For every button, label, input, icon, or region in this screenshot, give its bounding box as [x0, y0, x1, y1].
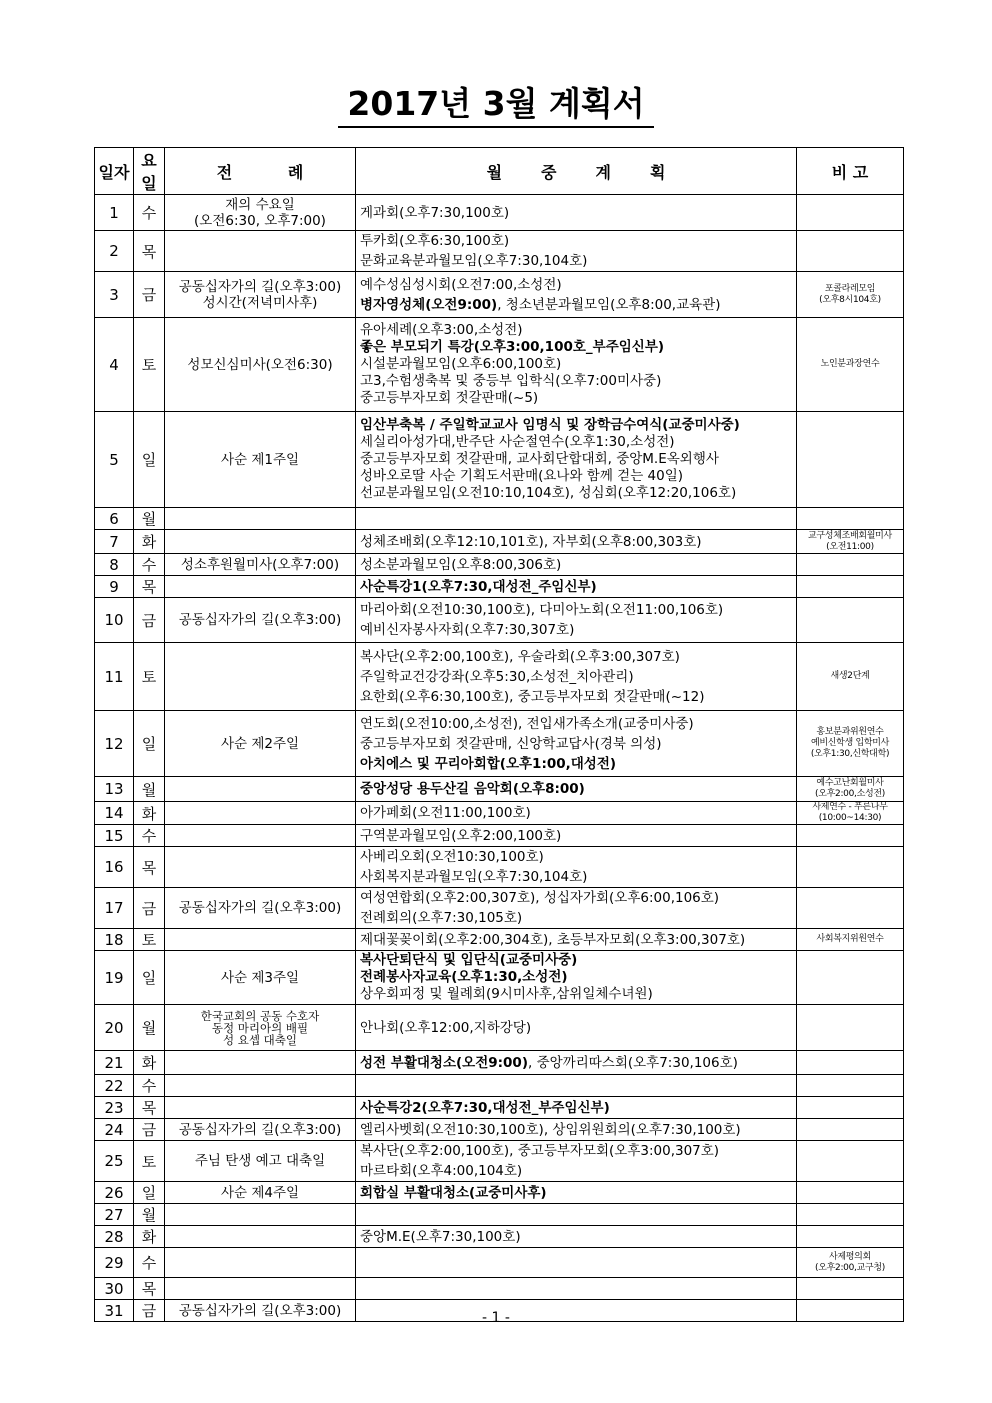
liturgy-cell: 공동십자가의 길(오후3:00) — [165, 1300, 356, 1322]
table-row — [95, 1204, 904, 1226]
plan-cell — [356, 1075, 797, 1097]
table-row — [95, 530, 904, 554]
date-cell: 23 — [95, 1097, 134, 1119]
table-row — [95, 554, 904, 576]
liturgy-cell: 공동십자가의 길(오후3:00) — [165, 888, 356, 929]
plan-cell — [356, 888, 797, 929]
plan-line: 사순특강1(오후7:30,대성전_주임신부) — [360, 578, 597, 595]
table-row — [95, 847, 904, 888]
table-row — [95, 576, 904, 598]
plan-line: 사회복지분과월모임(오후7:30,104호) — [360, 869, 588, 885]
day-cell: 수 — [134, 825, 165, 847]
liturgy-cell — [165, 530, 356, 554]
table-row — [95, 1141, 904, 1182]
day-cell: 일 — [134, 1182, 165, 1204]
plan-cell — [356, 318, 797, 412]
table-row — [95, 929, 904, 951]
page-title: 2017년 3월 계획서 — [347, 84, 645, 123]
plan-cell — [356, 272, 797, 318]
liturgy-cell: 한국교회의 공동 수호자 동정 마리아의 배필 성 요셉 대축일 — [165, 1005, 356, 1051]
table-row — [95, 1226, 904, 1248]
table-row — [95, 231, 904, 272]
table-row — [95, 272, 904, 318]
plan-cell — [356, 951, 797, 1005]
liturgy-cell — [165, 1097, 356, 1119]
day-cell: 수 — [134, 195, 165, 231]
plan-line: 게과회(오후7:30,100호) — [360, 204, 510, 221]
liturgy-cell: 사순 제3주일 — [165, 951, 356, 1005]
plan-line: 구역분과월모임(오후2:00,100호) — [360, 827, 562, 844]
plan-line: 연도회(오전10:00,소성전), 전입새가족소개(교중미사중) — [360, 715, 694, 732]
page-number: - 1 - — [482, 1310, 510, 1326]
note-cell — [797, 508, 904, 530]
liturgy-cell — [165, 1051, 356, 1075]
date-cell: 6 — [95, 508, 134, 530]
date-cell: 1 — [95, 195, 134, 231]
plan-line: 임산부축복 / 주일학교교사 임명식 및 장학금수여식(교중미사중) — [360, 417, 740, 433]
note-cell — [797, 195, 904, 231]
note-cell: 사제평의회 (오후2:00,교구청) — [797, 1248, 904, 1278]
plan-line: 중고등부자모회 젓갈판매(~5) — [360, 390, 539, 406]
date-cell: 16 — [95, 847, 134, 888]
note-cell — [797, 951, 904, 1005]
table-row — [95, 711, 904, 777]
plan-line: 전례회의(오후7:30,105호) — [360, 910, 523, 926]
table-row — [95, 1097, 904, 1119]
plan-line: 엘리사벳회(오전10:30,100호), 상임위원회의(오후7:30,100호) — [360, 1121, 741, 1138]
plan-line: 시설분과월모임(오후6:00,100호) — [360, 356, 562, 372]
plan-line: 복사단(오후2:00,100호), 중고등부자모회(오후3:00,307호) — [360, 1143, 720, 1159]
liturgy-cell — [165, 847, 356, 888]
liturgy-cell — [165, 643, 356, 711]
note-cell — [797, 554, 904, 576]
plan-cell — [356, 508, 797, 530]
plan-line: 세실리아성가대,반주단 사순절연수(오후1:30,소성전) — [360, 434, 675, 450]
plan-cell — [356, 598, 797, 643]
table-row — [95, 802, 904, 825]
plan-line: 선교분과월모임(오전10:10,104호), 성심회(오후12:20,106호) — [360, 485, 737, 501]
plan-line: 중고등부자모회 젓갈판매, 신앙학교답사(경북 의성) — [360, 735, 662, 752]
date-cell: 9 — [95, 576, 134, 598]
header-row — [95, 148, 904, 195]
date-cell: 4 — [95, 318, 134, 412]
plan-cell — [356, 412, 797, 508]
plan-cell — [356, 1204, 797, 1226]
plan-cell — [356, 1119, 797, 1141]
date-cell: 24 — [95, 1119, 134, 1141]
plan-cell — [356, 711, 797, 777]
plan-cell — [356, 576, 797, 598]
day-cell: 일 — [134, 711, 165, 777]
plan-line: 중앙M.E(오후7:30,100호) — [360, 1228, 521, 1245]
plan-line: 전례봉사자교육(오후1:30,소성전) — [360, 969, 568, 985]
plan-line: 성체조배회(오후12:10,101호), 자부회(오후8:00,303호) — [360, 533, 702, 550]
plan-line: 복사단퇴단식 및 입단식(교중미사중) — [360, 952, 578, 968]
plan-line: 성소분과월모임(오후8:00,306호) — [360, 556, 562, 573]
day-cell: 월 — [134, 1005, 165, 1051]
day-cell: 화 — [134, 530, 165, 554]
plan-line: 사순특강2(오후7:30,대성전_부주임신부) — [360, 1099, 610, 1116]
plan-cell — [356, 1182, 797, 1204]
plan-cell — [356, 1141, 797, 1182]
liturgy-cell: 재의 수요일 (오전6:30, 오후7:00) — [165, 195, 356, 231]
date-cell: 21 — [95, 1051, 134, 1075]
day-cell: 토 — [134, 643, 165, 711]
plan-cell — [356, 1051, 797, 1075]
plan-line: 주일학교건강강좌(오후5:30,소성전_치아관리) — [360, 668, 634, 685]
plan-line: 안나회(오후12:00,지하강당) — [360, 1019, 532, 1036]
date-cell: 27 — [95, 1204, 134, 1226]
plan-line: 예수성심성시회(오전7:00,소성전) — [360, 276, 562, 293]
plan-cell — [356, 195, 797, 231]
date-cell: 29 — [95, 1248, 134, 1278]
date-cell: 2 — [95, 231, 134, 272]
liturgy-cell — [165, 576, 356, 598]
note-cell — [797, 825, 904, 847]
table-row — [95, 825, 904, 847]
note-cell — [797, 1226, 904, 1248]
table-row — [95, 412, 904, 508]
note-cell — [797, 1182, 904, 1204]
plan-cell — [356, 231, 797, 272]
day-cell: 월 — [134, 777, 165, 802]
plan-line: 마르타회(오후4:00,104호) — [360, 1163, 523, 1179]
date-cell: 10 — [95, 598, 134, 643]
plan-cell — [356, 847, 797, 888]
plan-line: 문화교육분과월모임(오후7:30,104호) — [360, 253, 588, 269]
date-cell: 11 — [95, 643, 134, 711]
note-cell — [797, 1141, 904, 1182]
plan-cell — [356, 554, 797, 576]
date-cell: 17 — [95, 888, 134, 929]
plan-line: 아가페회(오전11:00,100호) — [360, 805, 531, 821]
date-cell: 12 — [95, 711, 134, 777]
note-cell: 사제연수 - 푸른나무 (10:00~14:30) — [797, 802, 904, 825]
date-cell: 26 — [95, 1182, 134, 1204]
liturgy-cell — [165, 1278, 356, 1300]
table-row — [95, 1278, 904, 1300]
note-cell: 노인분과장연수 — [797, 318, 904, 412]
date-cell: 8 — [95, 554, 134, 576]
plan-line: 중고등부자모회 젓갈판매, 교사회단합대회, 중앙M.E옥외행사 — [360, 451, 719, 467]
note-cell — [797, 598, 904, 643]
plan-line: 투카회(오후6:30,100호) — [360, 233, 510, 249]
header-day: 요일 — [134, 148, 165, 195]
plan-cell — [356, 643, 797, 711]
note-cell: 교구성체조배회월미사 (오전11:00) — [797, 530, 904, 554]
note-cell — [797, 412, 904, 508]
liturgy-cell: 공동십자가의 길(오후3:00) 성시간(저녁미사후) — [165, 272, 356, 318]
note-cell: 사회복지위원연수 — [797, 929, 904, 951]
plan-line: 중앙성당 용두산길 음악회(오후8:00) — [360, 781, 585, 797]
date-cell: 25 — [95, 1141, 134, 1182]
date-cell: 30 — [95, 1278, 134, 1300]
day-cell: 월 — [134, 1204, 165, 1226]
plan-line: 병자영성체(오전9:00), 청소년분과월모임(오후8:00,교육관) — [360, 296, 721, 313]
plan-cell — [356, 1278, 797, 1300]
plan-line: 상우회피정 및 월례회(9시미사후,삼위일체수녀원) — [360, 986, 653, 1002]
plan-line: 복사단(오후2:00,100호), 우술라회(오후3:00,307호) — [360, 648, 680, 665]
date-cell: 28 — [95, 1226, 134, 1248]
day-cell: 목 — [134, 1278, 165, 1300]
plan-line: 예비신자봉사자회(오후7:30,307호) — [360, 622, 575, 638]
liturgy-cell — [165, 777, 356, 802]
liturgy-cell — [165, 1075, 356, 1097]
table-row — [95, 1248, 904, 1278]
day-cell: 목 — [134, 1097, 165, 1119]
liturgy-cell — [165, 929, 356, 951]
plan-cell — [356, 1005, 797, 1051]
date-cell: 22 — [95, 1075, 134, 1097]
liturgy-cell: 사순 제1주일 — [165, 412, 356, 508]
header-plan: 월 중 계 획 — [356, 148, 797, 195]
liturgy-cell — [165, 825, 356, 847]
plan-line: 사베리오회(오전10:30,100호) — [360, 849, 544, 865]
liturgy-cell: 성모신심미사(오전6:30) — [165, 318, 356, 412]
liturgy-cell: 사순 제4주일 — [165, 1182, 356, 1204]
note-cell — [797, 1097, 904, 1119]
liturgy-cell: 성소후원월미사(오후7:00) — [165, 554, 356, 576]
liturgy-cell: 주님 탄생 예고 대축일 — [165, 1141, 356, 1182]
day-cell: 금 — [134, 272, 165, 318]
plan-line: 여성연합회(오후2:00,307호), 성십자가회(오후6:00,106호) — [360, 890, 720, 906]
note-cell — [797, 1075, 904, 1097]
note-cell: 포콜라레모임 (오후8시104호) — [797, 272, 904, 318]
day-cell: 월 — [134, 508, 165, 530]
date-cell: 15 — [95, 825, 134, 847]
plan-line: 좋은 부모되기 특강(오후3:00,100호_부주임신부) — [360, 339, 665, 355]
note-cell: 예수고난회월미사 (오후2:00,소성전) — [797, 777, 904, 802]
date-cell: 18 — [95, 929, 134, 951]
liturgy-cell — [165, 1226, 356, 1248]
plan-cell — [356, 1248, 797, 1278]
day-cell: 금 — [134, 888, 165, 929]
note-cell — [797, 576, 904, 598]
plan-cell — [356, 802, 797, 825]
day-cell: 일 — [134, 412, 165, 508]
note-cell — [797, 1051, 904, 1075]
table-row — [95, 195, 904, 231]
date-cell: 3 — [95, 272, 134, 318]
liturgy-cell — [165, 1204, 356, 1226]
note-cell — [797, 847, 904, 888]
header-date: 일자 — [95, 148, 134, 195]
table-row — [95, 777, 904, 802]
plan-line: 고3,수험생축복 및 중등부 입학식(오후7:00미사중) — [360, 373, 662, 389]
note-cell — [797, 1119, 904, 1141]
plan-cell — [356, 530, 797, 554]
note-cell — [797, 231, 904, 272]
day-cell: 수 — [134, 1075, 165, 1097]
date-cell: 5 — [95, 412, 134, 508]
liturgy-cell — [165, 802, 356, 825]
plan-line: 유아세례(오후3:00,소성전) — [360, 322, 523, 338]
table-row — [95, 888, 904, 929]
plan-cell — [356, 777, 797, 802]
note-cell — [797, 1278, 904, 1300]
plan-line: 성전 부활대청소(오전9:00), 중앙까리따스회(오후7:30,106호) — [360, 1054, 738, 1071]
date-cell: 19 — [95, 951, 134, 1005]
day-cell: 화 — [134, 802, 165, 825]
plan-line: 성바오로딸 사순 기획도서판매(요나와 함께 걷는 40일) — [360, 468, 684, 484]
liturgy-cell: 사순 제2주일 — [165, 711, 356, 777]
note-cell — [797, 1005, 904, 1051]
day-cell: 금 — [134, 1300, 165, 1322]
table-row — [95, 1051, 904, 1075]
liturgy-cell — [165, 1248, 356, 1278]
table-row — [95, 951, 904, 1005]
plan-table — [94, 147, 904, 1322]
day-cell: 금 — [134, 1119, 165, 1141]
day-cell: 화 — [134, 1226, 165, 1248]
table-row — [95, 508, 904, 530]
date-cell: 14 — [95, 802, 134, 825]
table-row — [95, 598, 904, 643]
date-cell: 7 — [95, 530, 134, 554]
day-cell: 토 — [134, 1141, 165, 1182]
liturgy-cell — [165, 231, 356, 272]
table-row — [95, 1075, 904, 1097]
plan-line: 아치에스 및 꾸리아회합(오후1:00,대성전) — [360, 755, 617, 772]
table-row — [95, 643, 904, 711]
liturgy-cell — [165, 508, 356, 530]
day-cell: 일 — [134, 951, 165, 1005]
table-row — [95, 1119, 904, 1141]
note-cell: 새생2단계 — [797, 643, 904, 711]
day-cell: 금 — [134, 598, 165, 643]
day-cell: 목 — [134, 576, 165, 598]
header-note: 비 고 — [797, 148, 904, 195]
table-row — [95, 1182, 904, 1204]
day-cell: 수 — [134, 554, 165, 576]
table-row — [95, 1005, 904, 1051]
date-cell: 13 — [95, 777, 134, 802]
note-cell — [797, 1204, 904, 1226]
date-cell: 31 — [95, 1300, 134, 1322]
plan-cell — [356, 825, 797, 847]
liturgy-cell: 공동십자가의 길(오후3:00) — [165, 598, 356, 643]
plan-line: 회합실 부활대청소(교중미사후) — [360, 1184, 547, 1201]
plan-cell — [356, 1097, 797, 1119]
day-cell: 수 — [134, 1248, 165, 1278]
day-cell: 화 — [134, 1051, 165, 1075]
header-liturgy: 전 례 — [165, 148, 356, 195]
plan-cell — [356, 1226, 797, 1248]
day-cell: 토 — [134, 929, 165, 951]
date-cell: 20 — [95, 1005, 134, 1051]
plan-line: 제대꽃꽂이회(오후2:00,304호), 초등부자모회(오후3:00,307호) — [360, 931, 746, 948]
table-row — [95, 318, 904, 412]
day-cell: 목 — [134, 231, 165, 272]
day-cell: 토 — [134, 318, 165, 412]
plan-line: 마리아회(오전10:30,100호), 다미아노회(오전11:00,106호) — [360, 602, 724, 618]
note-cell — [797, 888, 904, 929]
plan-cell — [356, 929, 797, 951]
title-underline — [338, 126, 654, 128]
note-cell: 홍보분과위원연수 예비신학생 입학미사 (오후1:30,신학대학) — [797, 711, 904, 777]
plan-line: 요한회(오후6:30,100호), 중고등부자모회 젓갈판매(~12) — [360, 688, 705, 705]
day-cell: 목 — [134, 847, 165, 888]
liturgy-cell: 공동십자가의 길(오후3:00) — [165, 1119, 356, 1141]
